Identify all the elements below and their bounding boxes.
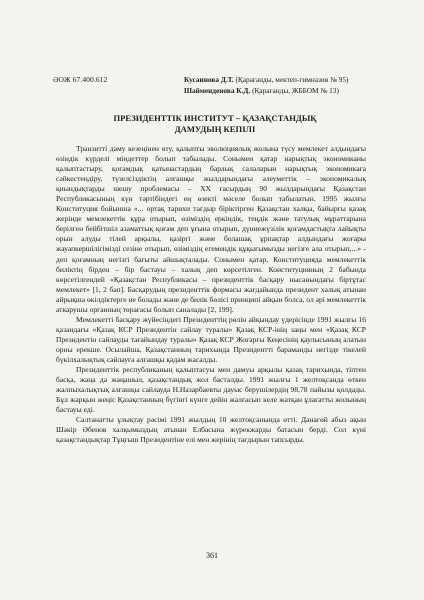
page-number: 361 xyxy=(206,551,218,560)
article-body xyxy=(56,144,366,445)
author-affiliation: (Қарағанды, мектеп-гимназия № 95) xyxy=(235,75,349,84)
author-line xyxy=(184,74,409,85)
author-affiliation: (Қарағанды, ЖББОМ № 13) xyxy=(252,86,339,95)
author-name: Кусаинова Д.Т. xyxy=(184,75,234,84)
paragraph: Транзитті даму кезеңінен өту, қалыпты эволюциялық жолына түсу мемлекет алдындағы өзіндік күрделі міндеттер болып табылады. Сонымен қатар нарықтық экономиканы қалыптастыру, қоғамдық қатынастардың барлық салаларын нарықтық экономикаға сәйкестендіру, түзелсіздіктің алғашқы жылдарындағы әлеуметтік – экономикалық қиындықтарды шешу проблемасы – ХХ ғасырдың 90 жылдарындағы Қазақстан Республикасының күн тәртібіндегі ең өзекті мәселе болып табылатын. 1995 жылғы Конституция бойынша «... ортақ тарихи тағдыр біріктірген Қазақстан халқы, байырғы қазақ жерінде мемлекеттік құра отырып, өзіміздің еркіндік, теңдік және татулық мұраттарына берілген бейбітшіл азаматтық қоғам деп ұғына отырып, дүниежүзілік қоғамдастықта лайықты орын алуды тілей арқылы, қазіргі және болашақ ұрпақтар алдындағы жоғары жауапкершілігімізді сезіне отырып, өзіміздің егемендік құқығымызды негізге ала отырып,...» - деп қоғамның негізгі бағыты айшықталады. Сонымен қатар, Конституцияда мемлекеттік биліктің бірден – бір бастауы – халық деп көрсетілген. Конституцияның 2 бабында көрсетілгендей «Қазақстан Республикасы – президенттік басқару нысанындағы біртұтас мемлекет» [1, 2 бап]. Басқарудың президенттік формасы жағдайында президент халық атынан айрықша өкілдіктерге ие болады және де билік бөлісі принципі айқын болса, ол әрі мемлекеттік аткарушы органның төрағасы болып саналады [2, 199]. xyxy=(56,144,366,314)
author-line xyxy=(184,85,409,96)
title-line: ДАМУДЫҢ КЕПІЛІ xyxy=(174,124,256,134)
paragraph: Мемлекетті басқару жүйесіндегі Президенттің рөлін айқындау үдерісінде 1991 жылғы 16 қазандағы «Қазақ КСР Президентін сайлау туралы» Қазақ КСР-інің заңы мен «Қазақ КСР Президентін сайлауды тағайындау туралы» Қазақ КСР Жоғарғы Кеңесінің қаулысының алатын орны ерекше. Осылайша, Қазақстанның тарихында Президентті бараманды негізде тікелей бүкілхалықтық сайлауға алғашқы қадам жасалды. xyxy=(56,314,366,364)
paragraph: Президенттік республиканың қалыптасуы мен дамуы арқылы қазақ тарихында, тіптен басқа, жаңа да жаңашыл, қазақстандық жол басталды. 1991 жылғы 1 желтоқсанда өткен жалпыхалықтық алғашқы сайлауда Н.Назарбаевты дауыс берушілердің 98,78 пайызы қолдады. Бұл жарқын жеңіс Қазақстанның бүгінгі күнге дейін жалғасып келе жатқан ұлағатты жолының бастауы еді. xyxy=(56,365,366,415)
author-name: Шайменденова К.Д. xyxy=(184,86,251,95)
article-title xyxy=(70,113,360,135)
paragraph: Салтанатты ұлықтау рәсімі 1991 жылдың 10 желтоқсанында өтті. Данагөй абыз ақын Шәкір Әбенов халқымыздың атынан Елбасына жүрекжарды батасын берді. Сол күні қазақстандықтар Тұңғыш Президентіне елі мен жерінің тағдырын тапсырды. xyxy=(56,415,366,445)
authors-block xyxy=(184,74,409,96)
title-line: ПРЕЗИДЕНТТІК ИНСТИТУТ – ҚАЗАҚСТАНДЫҚ xyxy=(113,113,317,123)
udk-code: ӘОЖ 67.400.612 xyxy=(53,75,108,84)
